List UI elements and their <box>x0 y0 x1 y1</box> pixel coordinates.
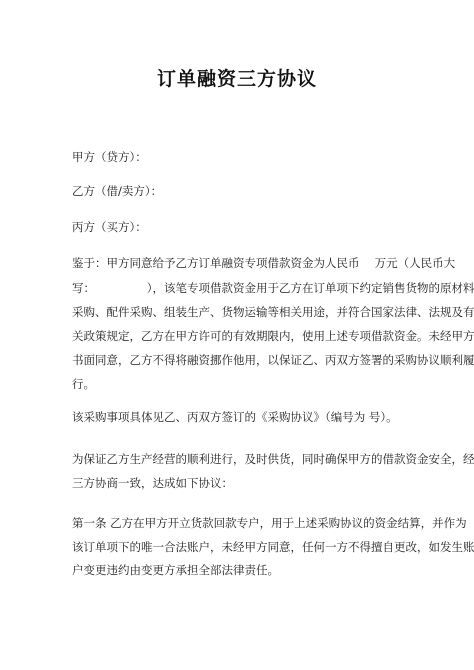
recital-line: 鉴于：甲方同意给予乙方订单融资专项借款资金为人民币 万元（人民币大 <box>72 256 456 270</box>
party-a-label: 甲方（贷方）： <box>72 150 147 164</box>
recital-line: 行。 <box>72 377 95 391</box>
party-c-label: 丙方（买方）： <box>72 220 147 234</box>
article-line: 该订单项下的唯一合法账户，未经甲方同意，任何一方不得擅自更改，如发生账 <box>72 540 474 554</box>
party-b-label: 乙方（借/卖方）： <box>72 184 163 198</box>
recital-line: 书面同意，乙方不得将融资挪作他用，以保证乙、丙双方签署的采购协议顺利履 <box>72 353 474 367</box>
recital-line: 关政策规定，乙方在甲方许可的有效期限内，使用上述专项借款资金。未经甲方 <box>72 329 474 343</box>
article-line: 第一条 乙方在甲方开立货款回款专户，用于上述采购协议的资金结算，并作为 <box>72 516 467 530</box>
recital-line: 采购、配件采购、组装生产、货物运输等相关用途，并符合国家法律、法规及有 <box>72 305 474 319</box>
article-line: 户变更违约由变更方承担全部法律责任。 <box>72 563 279 577</box>
purpose-line: 为保证乙方生产经营的顺利进行，及时供货，同时确保甲方的借款资金安全，经 <box>72 452 474 466</box>
recital-line: 写： ），该笔专项借款资金用于乙方在订单项下约定销售货物的原材料 <box>72 281 474 295</box>
purchase-item-paragraph: 该采购事项具体见乙、丙双方签订的《采购协议》（编号为 号）。 <box>72 410 398 424</box>
purpose-line: 三方协商一致，达成如下协议： <box>72 476 233 490</box>
document-title: 订单融资三方协议 <box>156 68 317 90</box>
